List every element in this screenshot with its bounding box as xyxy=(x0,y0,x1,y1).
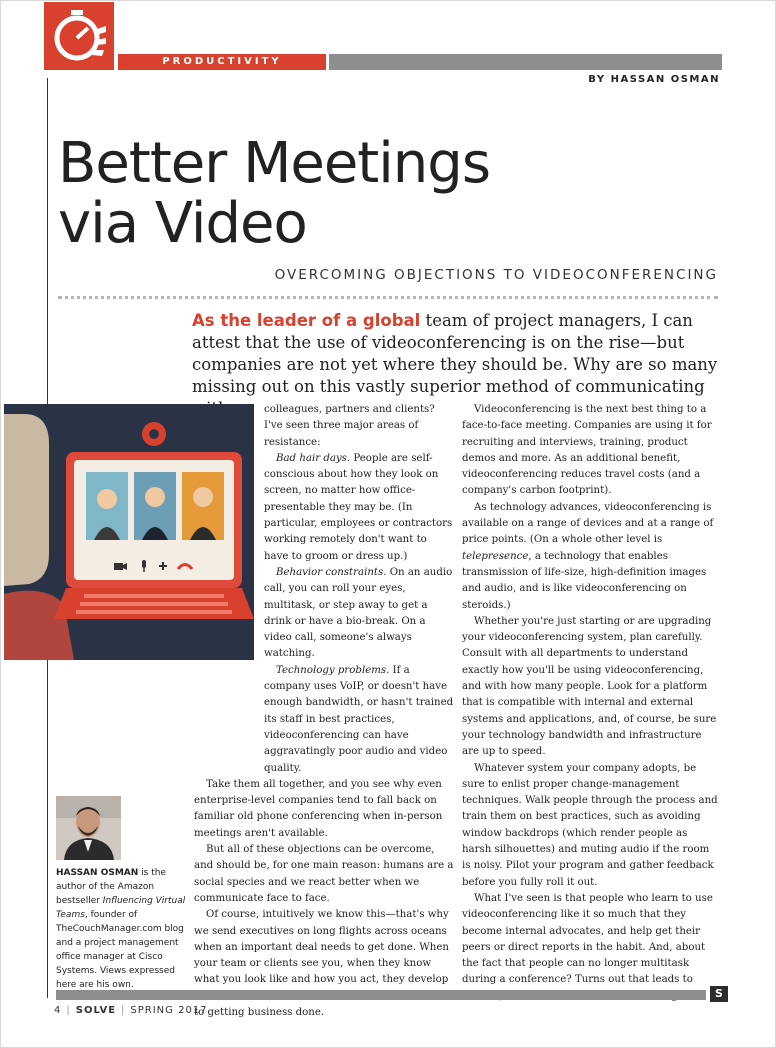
magazine-logo xyxy=(44,2,114,70)
col1-paragraph-1: colleagues, partners and clients? I've seen three major areas of resistance: xyxy=(264,404,435,448)
column-1-narrow xyxy=(264,402,454,663)
author-bio xyxy=(56,866,186,992)
footer-separator: | xyxy=(121,1005,126,1016)
col1-paragraph-5: Take them all together, and you see why even enterprise-level companies tend to fall back on familiar old phone conferencing when in-person meetings aren't available. xyxy=(194,778,443,839)
section-rule-gray xyxy=(329,54,722,70)
issue-date: SPRING 2017 xyxy=(130,1005,208,1016)
bio-book-title: Influencing Virtual Teams xyxy=(56,896,186,920)
col2-paragraph-1: Videoconferencing is the next best thing to a face-to-face meeting. Companies are using it for recruiting and interviews, training, product demos and more. As an additional benefit, videoconferencing reduces travel costs (and a company's carbon footprint). xyxy=(462,404,712,497)
lead-text: team of project managers, I can attest that the use of videoconferencing is on the rise—but companies are not yet where they should be. Why are so many missing out on this vastly superior method of communicating xyxy=(192,311,718,396)
col2-p2-term: telepresence xyxy=(462,550,529,562)
author-photo xyxy=(56,796,121,860)
page-footer xyxy=(54,1005,208,1016)
col1-paragraph-2 xyxy=(264,451,454,565)
article-title xyxy=(58,131,738,256)
footer-corner-logo: S xyxy=(710,986,728,1002)
page-number: 4 xyxy=(54,1005,62,1016)
col2-paragraph-3: Whether you're just starting or are upgrading your videoconferencing system, plan carefully. Consult with all departments to understand exactly how you'll be using videoconferencing, and with how many people. Look for a platform that is compatible with internal and external systems and applications, and, of course, be sure your technology bandwidth and infrastructure are up to speed. xyxy=(462,615,717,758)
col2-paragraph-5: What I've seen is that people who learn to use videoconferencing like it so much that they become internal advocates, and help get their peers or direct reports in the habit. And, about the fact that people can no longer multitask during a conference? Turns out that leads to xyxy=(462,892,713,986)
footer-separator: | xyxy=(66,1005,71,1016)
col1-paragraph-4 xyxy=(264,663,454,777)
col2-p2-post: , a technology that enables transmission of life-size, high-definition images and audio, and is like videoconferencing on steroids.) xyxy=(462,550,707,611)
magazine-name: SOLVE xyxy=(75,1005,117,1016)
column-2 xyxy=(462,402,718,1005)
byline: BY HASSAN OSMAN xyxy=(588,74,720,85)
camera-icon xyxy=(114,563,127,570)
bio-text-2: , founder of TheCouchManager.com blog and a project management office manager at Cisco Systems. Views expressed here are his own. xyxy=(56,910,184,990)
col1-paragraph-7: Of course, intuitively we know this—that's why we send executives on long flights across oceans when an important deal needs to get done. When your team or clients see you, when they know what you look like and how you act, they develop to getting business done. xyxy=(194,909,449,1018)
dotted-divider xyxy=(58,296,718,299)
title-line-2: via Video xyxy=(58,191,307,256)
lead-highlight: As the leader of a global xyxy=(192,311,421,330)
article-subtitle: OVERCOMING OBJECTIONS TO VIDEOCONFERENCING xyxy=(274,267,718,283)
col2-p2-pre: As technology advances, videoconferencing is available on a range of devices and at a range of price points. (On a whole other level is xyxy=(462,501,714,546)
col1-p2-text: People are self-conscious about how they look on screen, no matter how office-presentable they may be. (In particular, employees or contractors working remotely don't want to have to groom or dress up.) xyxy=(264,452,453,562)
stopwatch-gear-icon xyxy=(44,2,114,70)
col1-paragraph-6: But all of these objections can be overcome, and should be, for one main reason: humans are a social species and we react better when we communicate face to face. xyxy=(194,844,454,904)
col2-paragraph-4: Whatever system your company adopts, be sure to enlist proper change-management techniques. Walk people through the process and train them on best practices, such as avoiding window backdrops (which render people as harsh silhouettes) and muting audio if the room is noisy. Pilot your program and gather feedback before you fully roll it out. xyxy=(462,762,718,888)
bio-text-1: is the author of the Amazon bestseller xyxy=(56,868,166,906)
col1-p4-heading: Technology problems. xyxy=(276,664,390,676)
col1-paragraph-3 xyxy=(264,565,454,663)
col1-p3-text: On an audio call, you can roll your eyes, multitask, or step away to get a drink or have a bio-break. On a video call, someone's always watching. xyxy=(264,566,453,660)
bio-name: HASSAN OSMAN xyxy=(56,868,139,878)
title-line-1: Better Meetings xyxy=(58,131,491,196)
section-label: PRODUCTIVITY xyxy=(162,56,282,67)
col1-p3-heading: Behavior constraints. xyxy=(276,566,387,578)
footer-rule xyxy=(56,990,706,1000)
col2-paragraph-2 xyxy=(462,500,718,614)
col1-p4-text: If a company uses VoIP, or doesn't have enough bandwidth, or hasn't trained its staff in best practices, videoconferencing can have aggravatingly poor audio and video quality. xyxy=(264,664,454,774)
column-1 xyxy=(194,402,454,1021)
col1-p2-heading: Bad hair days. xyxy=(276,452,351,464)
